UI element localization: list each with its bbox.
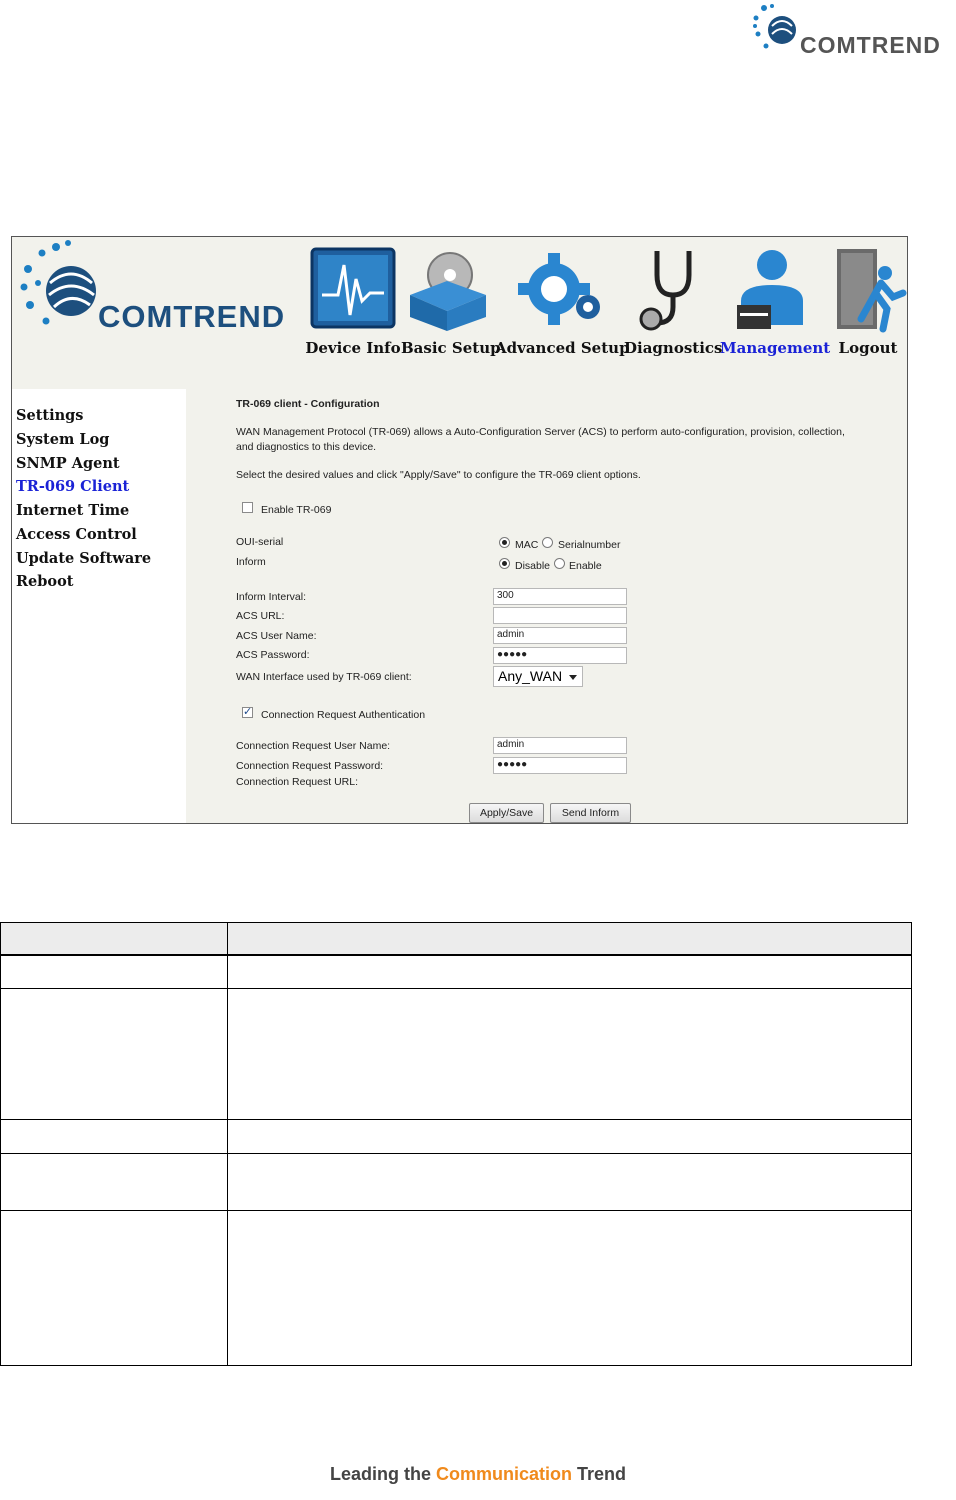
connection-password-input[interactable]: ●●●●● — [493, 757, 627, 774]
footer-text-part3: Trend — [572, 1464, 627, 1484]
table-cell — [228, 1119, 912, 1153]
management-user-icon — [727, 245, 817, 333]
nav-label: Basic Setup — [401, 339, 501, 357]
connection-user-name-input[interactable]: admin — [493, 737, 627, 754]
oui-serialnumber-radio[interactable] — [542, 537, 553, 548]
header-bar — [12, 237, 907, 389]
table-row — [1, 955, 912, 988]
inform-enable-label: Enable — [569, 560, 602, 572]
footer-tagline — [0, 1464, 956, 1485]
acs-user-name-label: ACS User Name: — [236, 630, 317, 642]
oui-mac-radio[interactable] — [499, 537, 510, 548]
apply-save-button[interactable]: Apply/Save — [469, 803, 544, 823]
nav-management[interactable] — [720, 243, 831, 365]
table-cell — [1, 1210, 228, 1365]
footer-text-accent: Communication — [435, 1464, 572, 1484]
sidebar-item-settings[interactable]: Settings — [16, 407, 84, 424]
sidebar-item-internet-time[interactable]: Internet Time — [16, 502, 130, 519]
acs-url-input[interactable] — [493, 607, 627, 624]
sidebar-menu — [12, 389, 186, 823]
send-inform-button[interactable]: Send Inform — [550, 803, 631, 823]
tr069-config-panel — [186, 389, 907, 823]
stethoscope-icon — [627, 245, 717, 333]
wan-interface-value: Any_WAN — [498, 668, 563, 684]
sidebar-item-system-log[interactable]: System Log — [16, 431, 110, 448]
oui-serial-label: OUI-serial — [236, 536, 284, 548]
footer-text-part1: Leading the — [329, 1464, 436, 1484]
table-cell — [228, 1153, 912, 1210]
advanced-setup-gear-icon — [514, 245, 604, 333]
sidebar-item-snmp-agent[interactable]: SNMP Agent — [16, 455, 120, 472]
acs-user-name-input[interactable]: admin — [493, 627, 627, 644]
sidebar-item-reboot[interactable]: Reboot — [16, 573, 74, 590]
table-cell — [1, 988, 228, 1119]
nav-logout[interactable] — [828, 243, 908, 365]
table-row — [1, 988, 912, 1119]
table-row — [1, 1153, 912, 1210]
wan-interface-label: WAN Interface used by TR-069 client: — [236, 671, 412, 683]
nav-diagnostics[interactable] — [624, 243, 723, 365]
table-cell — [228, 955, 912, 988]
inform-interval-input[interactable]: 300 — [493, 588, 627, 605]
connection-request-url-label: Connection Request URL: — [236, 776, 358, 788]
connection-request-auth-checkbox[interactable] — [242, 707, 253, 718]
table-cell — [1, 1153, 228, 1210]
sidebar-item-update-software[interactable]: Update Software — [16, 550, 152, 567]
page-logo-brand: COMTREND — [800, 32, 941, 58]
wan-interface-select[interactable] — [493, 666, 583, 687]
acs-password-input[interactable]: ●●●●● — [493, 647, 627, 664]
table-header-cell — [1, 923, 228, 956]
nav-label: Diagnostics — [624, 339, 723, 357]
logout-door-icon — [823, 245, 913, 333]
enable-tr069-label: Enable TR-069 — [261, 504, 332, 516]
nav-device-info[interactable] — [305, 243, 401, 365]
device-info-chart-icon — [308, 245, 398, 333]
inform-label: Inform — [236, 556, 266, 568]
inform-disable-label: Disable — [515, 560, 551, 572]
sidebar-item-tr069-client[interactable]: TR-069 Client — [16, 478, 130, 495]
comtrend-globe-icon — [16, 239, 98, 339]
acs-password-label: ACS Password: — [236, 649, 310, 661]
connection-request-auth-label: Connection Request Authentication — [261, 709, 426, 721]
page-header-logo — [752, 0, 956, 66]
nav-basic-setup[interactable] — [401, 243, 501, 365]
parameter-table — [0, 922, 912, 1366]
enable-tr069-checkbox[interactable] — [242, 502, 253, 513]
acs-url-label: ACS URL: — [236, 610, 285, 622]
table-cell — [1, 1119, 228, 1153]
table-header-row — [1, 923, 912, 956]
inform-enable-radio[interactable] — [554, 558, 565, 569]
comtrend-globe-icon — [752, 2, 800, 62]
inform-disable-radio[interactable] — [499, 558, 510, 569]
nav-advanced-setup[interactable] — [495, 243, 630, 365]
nav-label: Management — [720, 339, 831, 357]
oui-mac-label: MAC — [515, 539, 539, 551]
chevron-down-icon — [569, 675, 577, 680]
instruction-text: Select the desired values and click "Apply/Save" to configure the TR-069 client options. — [236, 469, 641, 481]
oui-serialnumber-label: Serialnumber — [558, 539, 621, 551]
nav-label: Logout — [838, 339, 898, 357]
table-cell — [228, 1210, 912, 1365]
sidebar-item-access-control[interactable]: Access Control — [16, 526, 137, 543]
table-header-cell — [228, 923, 912, 956]
brand-name: COMTREND — [98, 299, 286, 334]
nav-label: Device Info — [305, 339, 401, 357]
nav-label: Advanced Setup — [495, 339, 630, 357]
connection-user-name-label: Connection Request User Name: — [236, 740, 391, 752]
table-cell — [1, 955, 228, 988]
table-cell — [228, 988, 912, 1119]
inform-interval-label: Inform Interval: — [236, 591, 307, 603]
connection-password-label: Connection Request Password: — [236, 760, 384, 772]
router-ui-screenshot — [11, 236, 908, 824]
table-row — [1, 1119, 912, 1153]
table-row — [1, 1210, 912, 1365]
description-line-2: and diagnostics to this device. — [236, 441, 377, 453]
description-line-1: WAN Management Protocol (TR-069) allows a Auto-Configuration Server (ACS) to perform auto-configuration, provision, collection, — [236, 426, 845, 438]
brand-logo — [16, 239, 306, 339]
basic-setup-box-icon — [402, 245, 492, 333]
page-title: TR-069 client - Configuration — [236, 398, 380, 410]
